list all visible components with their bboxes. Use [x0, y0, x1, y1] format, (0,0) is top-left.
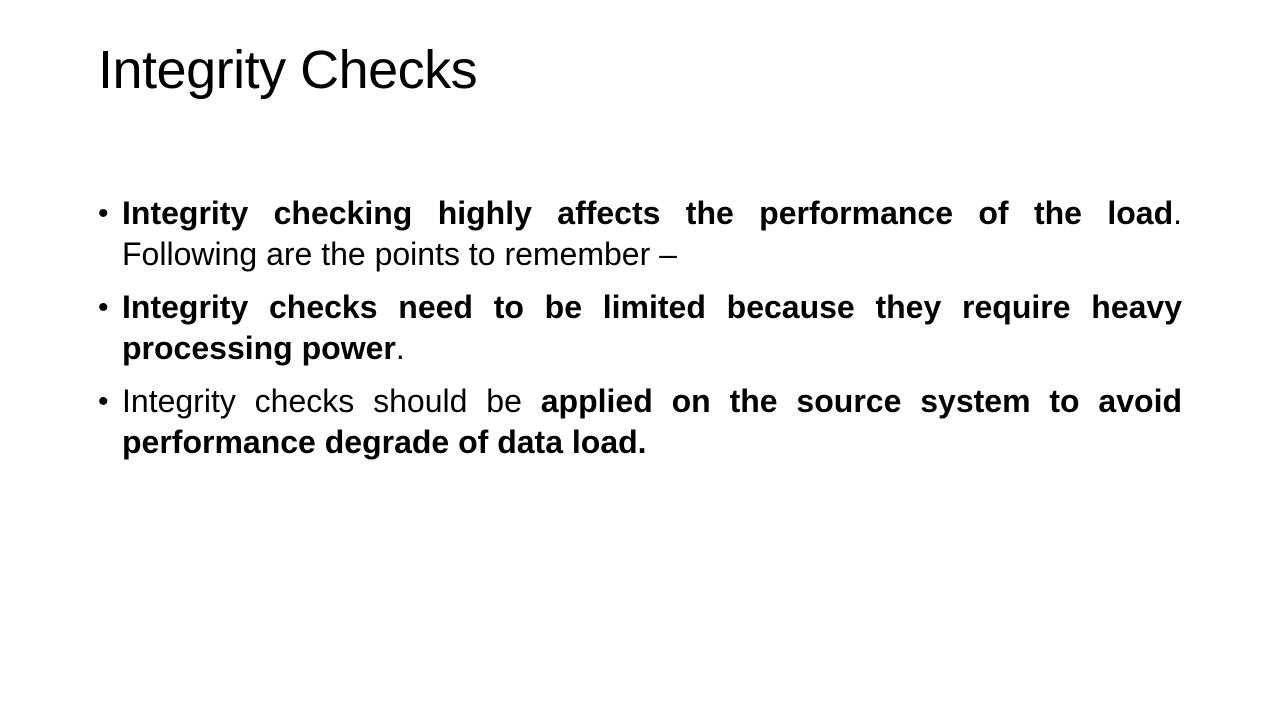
bullet-icon: • — [98, 385, 109, 418]
bullet-plain-text: . Following are the points to remember – — [122, 195, 1182, 272]
bullet-plain-text: Integrity checks should be — [122, 383, 541, 419]
slide-title: Integrity Checks — [98, 40, 478, 100]
bullet-list — [98, 193, 1182, 475]
bullet-bold-text: Integrity checking highly affects the performance of the load — [122, 195, 1174, 231]
bullet-item-2 — [98, 287, 1182, 369]
bullet-icon: • — [98, 197, 109, 230]
bullet-text — [122, 193, 1182, 275]
bullet-bold-text: applied on the source system to avoid performance degrade of data load. — [122, 383, 1183, 460]
bullet-text — [122, 287, 1182, 369]
bullet-bold-text: Integrity checks need to be limited because they require heavy processing power — [122, 289, 1182, 366]
bullet-item-1 — [98, 193, 1182, 275]
bullet-icon: • — [98, 291, 109, 324]
bullet-item-3 — [98, 381, 1182, 463]
bullet-text — [122, 381, 1182, 463]
bullet-plain-text: . — [395, 330, 405, 366]
